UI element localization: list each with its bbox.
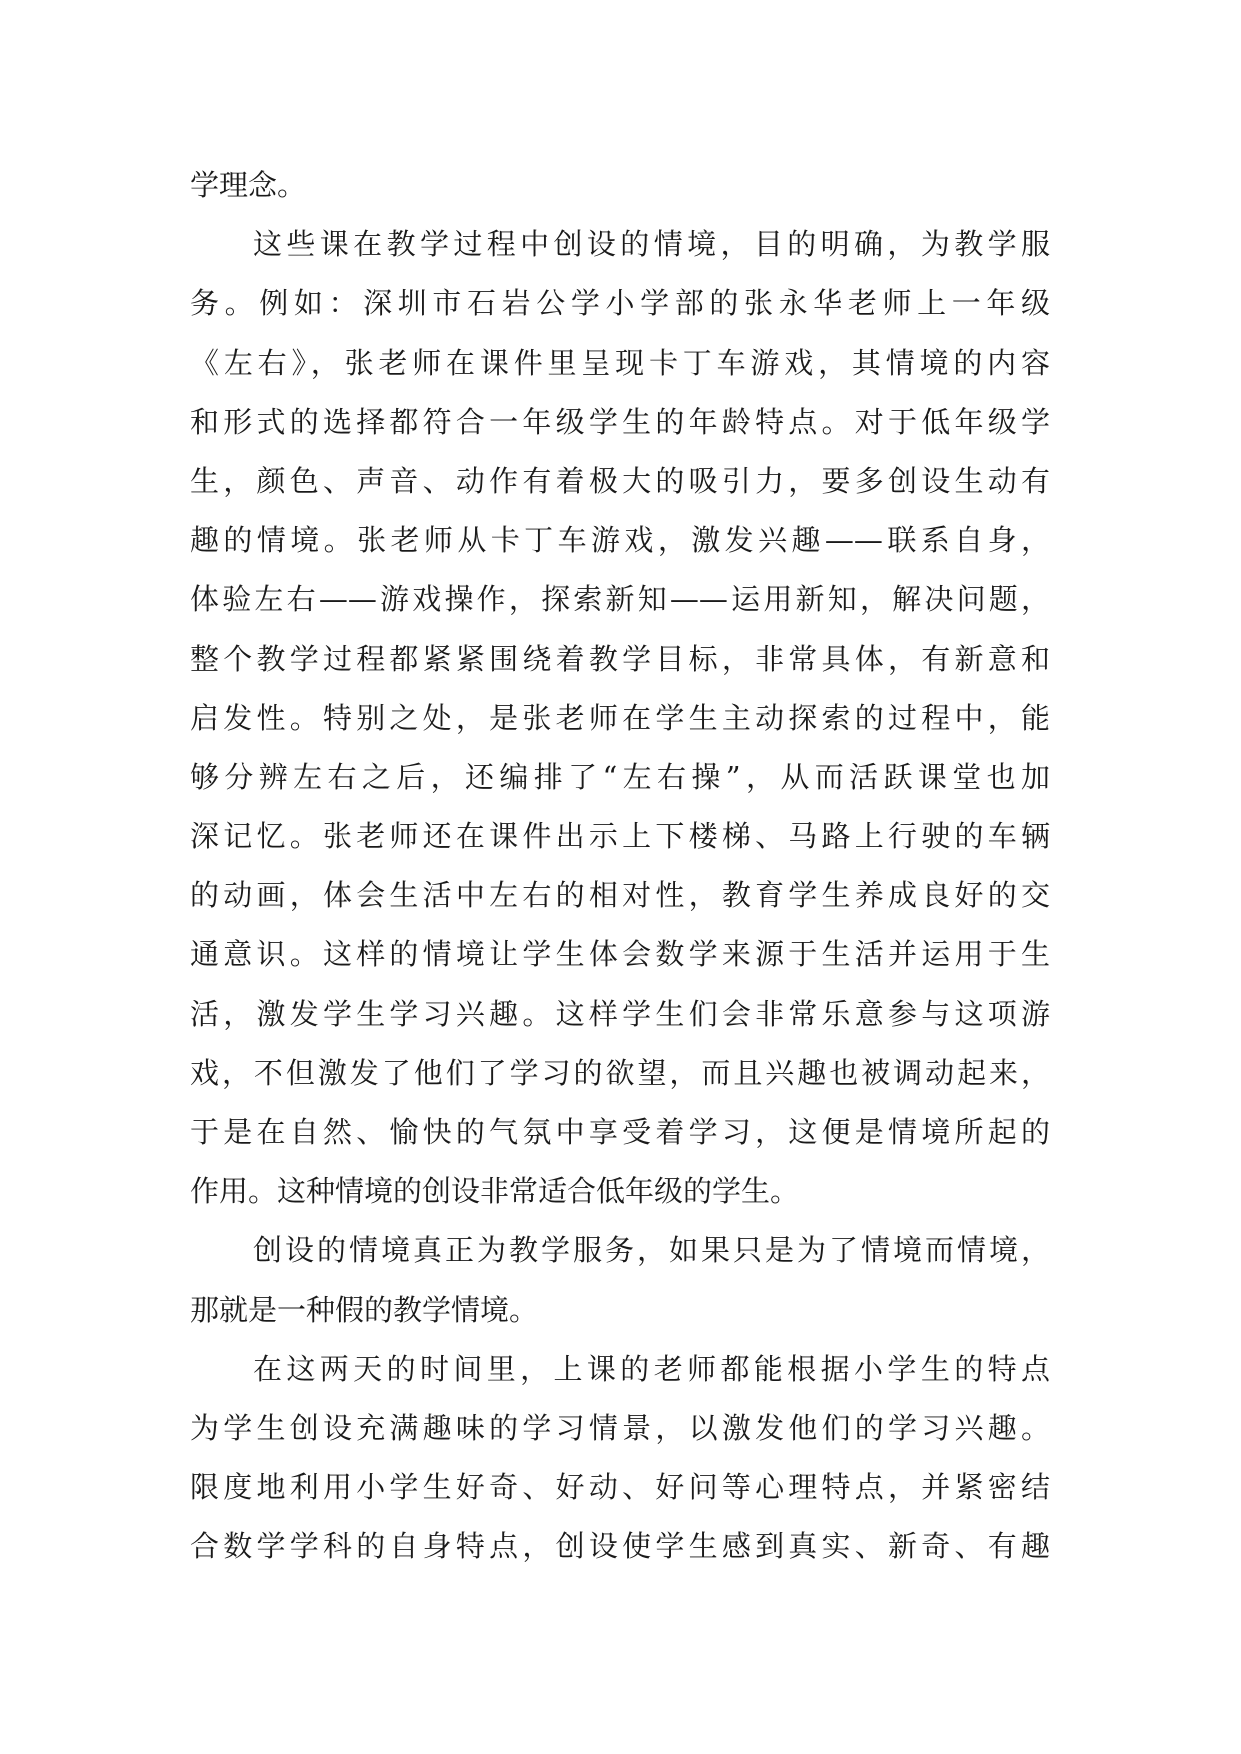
text-line: 学理念。 bbox=[190, 168, 307, 202]
text-line: 戏，不但激发了他们了学习的欲望，而且兴趣也被调动起来， bbox=[190, 1055, 1050, 1090]
text-line: 作用。这种情境的创设非常适合低年级的学生。 bbox=[190, 1174, 800, 1209]
text-line: 合数学学科的自身特点，创设使学生感到真实、新奇、有趣 bbox=[190, 1529, 1050, 1564]
text-line: 活，激发学生学习兴趣。这样学生们会非常乐意参与这项游 bbox=[190, 996, 1050, 1031]
text-line: 和形式的选择都符合一年级学生的年龄特点。对于低年级学 bbox=[190, 404, 1050, 439]
text-line: 于是在自然、愉快的气氛中享受着学习，这便是情境所起的 bbox=[190, 1115, 1050, 1149]
paragraph-first-line: 这些课在教学过程中创设的情境，目的明确，为教学服 bbox=[253, 227, 1050, 262]
paragraph-first-line: 创设的情境真正为教学服务，如果只是为了情境而情境， bbox=[253, 1233, 1050, 1268]
text-line: 深记忆。张老师还在课件出示上下楼梯、马路上行驶的车辆 bbox=[190, 819, 1050, 854]
text-line: 生，颜色、声音、动作有着极大的吸引力，要多创设生动有 bbox=[190, 463, 1050, 498]
paragraph-first-line: 在这两天的时间里，上课的老师都能根据小学生的特点 bbox=[253, 1351, 1050, 1386]
text-line: 趣的情境。张老师从卡丁车游戏，激发兴趣——联系自身， bbox=[190, 523, 1050, 558]
body-text bbox=[190, 156, 1050, 1577]
text-line: 限度地利用小学生好奇、好动、好问等心理特点，并紧密结 bbox=[190, 1470, 1050, 1505]
text-line: 启发性。特别之处，是张老师在学生主动探索的过程中，能 bbox=[190, 700, 1050, 735]
text-line: 为学生创设充满趣味的学习情景，以激发他们的学习兴趣。 bbox=[190, 1410, 1050, 1445]
text-line: 通意识。这样的情境让学生体会数学来源于生活并运用于生 bbox=[190, 937, 1050, 972]
text-line: 的动画，体会生活中左右的相对性，教育学生养成良好的交 bbox=[190, 878, 1050, 913]
text-line: 体验左右——游戏操作，探索新知——运用新知，解决问题， bbox=[190, 582, 1050, 617]
text-line: 务。例如：深圳市石岩公学小学部的张永华老师上一年级 bbox=[190, 286, 1050, 321]
text-line: 那就是一种假的教学情境。 bbox=[190, 1292, 539, 1327]
text-line: 够分辨左右之后，还编排了“左右操”，从而活跃课堂也加 bbox=[190, 759, 1050, 794]
text-line: 《左右》，张老师在课件里呈现卡丁车游戏，其情境的内容 bbox=[190, 345, 1050, 380]
text-line: 整个教学过程都紧紧围绕着教学目标，非常具体，有新意和 bbox=[190, 641, 1050, 676]
